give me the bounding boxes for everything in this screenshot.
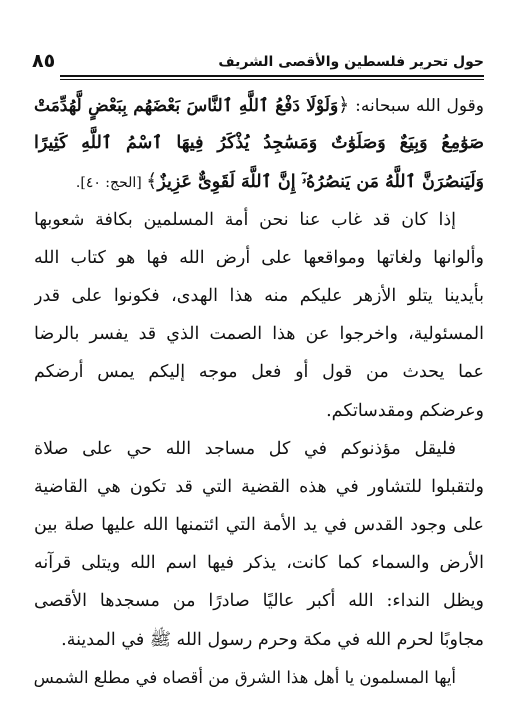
paragraph-line: وعرضكم ومقدساتكم. [326, 400, 484, 421]
body-text [34, 86, 484, 697]
verse-line-3 [34, 162, 484, 200]
quran-verse: وَلَيَنصُرَنَّ ٱللَّهُ مَن يَنصُرُهُۥٓ إِنَّ ٱللَّهَ لَقَوِىٌّ عَزِيزٌ [157, 172, 484, 193]
paragraph-line: مجاوبًا لحرم الله في مكة وحرم رسول الله ﷺ في المدينة. [61, 629, 484, 650]
paragraph-line: على وجود القدس في يد الأمة التي ائتمنها الله عليها صلة بين [34, 515, 484, 536]
paragraph-line: ويظل النداء: الله أكبر عاليًا صادرًا من مسجدها الأقصى [34, 591, 484, 612]
header-rule [60, 75, 484, 77]
verse-open-bracket: ﴿ [338, 94, 350, 116]
running-title: حول تحرير فلسطين والأقصى الشريف [218, 54, 484, 70]
verse-intro: وقول الله سبحانه: [349, 96, 484, 116]
paragraph-line: بأيدينا يتلو الأزهر عليكم منه هذا الهدى، فكونوا على قدر [34, 285, 484, 306]
paragraph-line: الأرض والسماء كما كانت، يذكر فيها اسم الله ويتلى قرآنه [34, 553, 484, 574]
paragraph-line: ولتقبلوا للتشاور في هذه القضية التي قد تكون هي القاضية [34, 476, 484, 497]
verse-citation: [الحج: ٤٠]. [75, 175, 147, 192]
paragraph-line: المسئولية، واخرجوا عن هذا الصمت الذي قد يفسر بالرضا [34, 324, 484, 345]
verse-line-2 [34, 124, 484, 162]
verse-close-bracket: ﴾ [146, 170, 158, 193]
quran-verse: وَلَوْلَا دَفْعُ ٱللَّهِ ٱلنَّاسَ بَعْضَهُم بِبَعْضٍ لَّهُدِّمَتْ [34, 96, 339, 116]
paragraph-line: أيها المسلمون يا أهل هذا الشرق من أقصاه في مطلع الشمس [34, 667, 456, 687]
page-number: ٨٥ [32, 50, 56, 72]
quran-verse: صَوَٰمِعُ وَبِيَعٌ وَصَلَوَٰتٌ وَمَسَٰجِدُ يُذْكَرُ فِيهَا ٱسْمُ ٱللَّهِ كَثِيرًا [34, 133, 484, 154]
verse-line-1 [34, 86, 484, 124]
paragraph-line: فليقل مؤذنوكم في كل مساجد الله حي على صلاة [34, 438, 456, 459]
page-header [32, 52, 484, 78]
paragraph-line: إذا كان قد غاب عنا نحن أمة المسلمين بكافة شعوبها [34, 209, 456, 230]
paragraph-line: عما يحدث من قول أو فعل موجه إليكم يمس أرضكم [34, 362, 484, 383]
paragraph-line: وألوانها ولغاتها ومواقعها على أرض الله فها هو كتاب الله [34, 247, 484, 268]
